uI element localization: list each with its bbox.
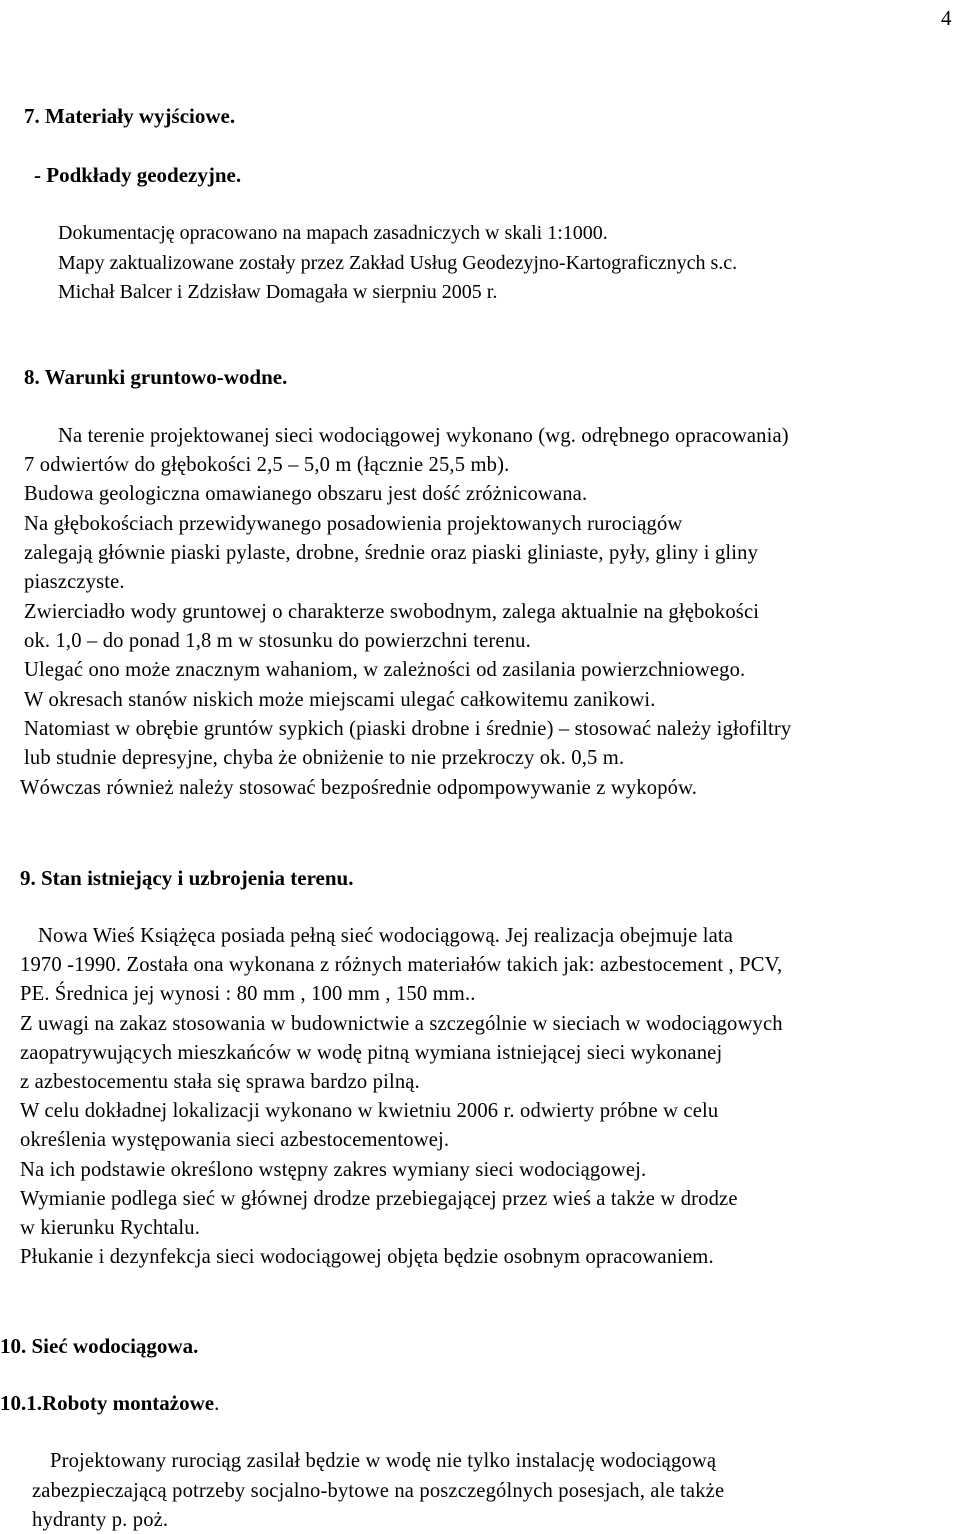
section-8-line-12: lub studnie depresyjne, chyba że obniżenie to nie przekroczy ok. 0,5 m. (24, 747, 625, 769)
section-8-line-3: Budowa geologiczna omawianego obszaru jest dość zróżnicowana. (24, 483, 588, 505)
section-7-line-3: Michał Balcer i Zdzisław Domagała w sierpniu 2005 r. (58, 281, 498, 303)
section-10-line-1: Projektowany rurociąg zasilał będzie w wodę nie tylko instalację wodociągową (50, 1450, 717, 1472)
section-9-line-9: Na ich podstawie określono wstępny zakres wymiany sieci wodociągowej. (20, 1159, 647, 1181)
section-10-line-2: zabezpieczającą potrzeby socjalno-bytowe na poszczególnych posesjach, ale także (32, 1480, 725, 1502)
section-8-line-9: Ulegać ono może znacznym wahaniom, w zależności od zasilania powierzchniowego. (24, 659, 746, 681)
section-10-1-subheading (0, 1391, 219, 1415)
section-9-line-12: Płukanie i dezynfekcja sieci wodociągowej objęta będzie osobnym opracowaniem. (20, 1246, 714, 1268)
section-10-1-subheading-suffix: . (214, 1391, 220, 1415)
section-9-line-7: W celu dokładnej lokalizacji wykonano w kwietniu 2006 r. odwierty próbne w celu (20, 1100, 719, 1122)
section-8-line-6: piaszczyste. (24, 571, 125, 593)
section-8-line-2: 7 odwiertów do głębokości 2,5 – 5,0 m (łącznie 25,5 mb). (24, 454, 510, 476)
section-7-line-1: Dokumentację opracowano na mapach zasadniczych w skali 1:1000. (58, 222, 608, 244)
section-8-line-8: ok. 1,0 – do ponad 1,8 m w stosunku do powierzchni terenu. (24, 630, 531, 652)
page-number: 4 (941, 6, 952, 30)
section-8-line-5: zalegają głównie piaski pylaste, drobne, średnie oraz piaski gliniaste, pyły, gliny i gliny (24, 542, 759, 564)
section-10-heading: 10. Sieć wodociągowa. (0, 1334, 199, 1358)
section-9-line-5: zaopatrywujących mieszkańców w wodę pitną wymiana istniejącej sieci wykonanej (20, 1042, 723, 1064)
section-8-line-13: Wówczas również należy stosować bezpośrednie odpompowywanie z wykopów. (20, 777, 698, 799)
section-9-line-11: w kierunku Rychtalu. (20, 1217, 201, 1239)
section-9-line-1: Nowa Wieś Książęca posiada pełną sieć wodociągową. Jej realizacja obejmuje lata (38, 925, 734, 947)
section-8-heading: 8. Warunki gruntowo-wodne. (24, 365, 288, 389)
section-8-line-7: Zwierciadło wody gruntowej o charakterze swobodnym, zalega aktualnie na głębokości (24, 601, 760, 623)
section-8-line-4: Na głębokościach przewidywanego posadowienia projektowanych rurociągów (24, 513, 683, 535)
section-8-line-10: W okresach stanów niskich może miejscami ulegać całkowitemu zanikowi. (24, 689, 656, 711)
section-9-line-3: PE. Średnica jej wynosi : 80 mm , 100 mm , 150 mm.. (20, 983, 476, 1005)
section-9-heading: 9. Stan istniejący i uzbrojenia terenu. (20, 866, 354, 890)
section-9-line-8: określenia występowania sieci azbestocementowej. (20, 1129, 450, 1151)
section-10-1-subheading-text: 10.1.Roboty montażowe (0, 1391, 215, 1415)
section-8-line-1: Na terenie projektowanej sieci wodociągowej wykonano (wg. odrębnego opracowania) (58, 425, 789, 447)
section-7-line-2: Mapy zaktualizowane zostały przez Zakład Usług Geodezyjno-Kartograficznych s.c. (58, 252, 738, 274)
section-7-subheading: - Podkłady geodezyjne. (34, 163, 242, 187)
section-8-line-11: Natomiast w obrębie gruntów sypkich (piaski drobne i średnie) – stosować należy igłofiltry (24, 718, 792, 740)
section-9-line-4: Z uwagi na zakaz stosowania w budownictwie a szczególnie w sieciach w wodociągowych (20, 1013, 783, 1035)
section-10-line-3: hydranty p. poż. (32, 1509, 169, 1531)
section-9-line-6: z azbestocementu stała się sprawa bardzo pilną. (20, 1071, 420, 1093)
section-7-heading: 7. Materiały wyjściowe. (24, 104, 236, 128)
section-9-line-10: Wymianie podlega sieć w głównej drodze przebiegającej przez wieś a także w drodze (20, 1188, 738, 1210)
section-9-line-2: 1970 -1990. Została ona wykonana z różnych materiałów takich jak: azbestocement , PCV, (20, 954, 783, 976)
